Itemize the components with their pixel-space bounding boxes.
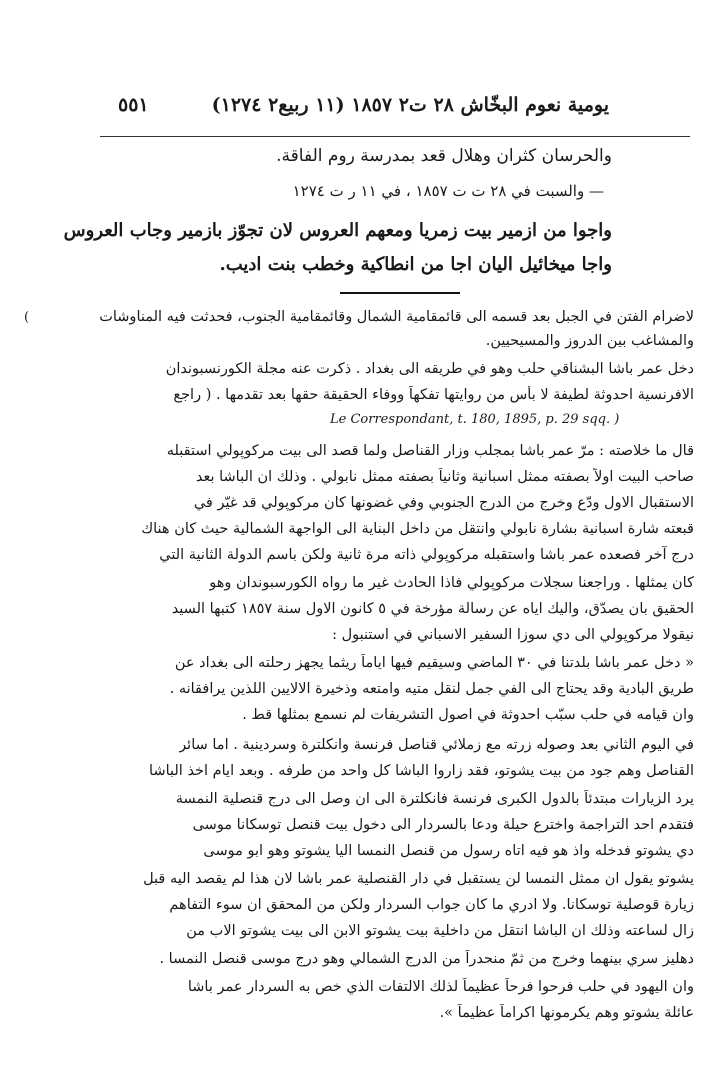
footnote-line: دي يشوتو فدخله واذ هو فيه اتاه رسول من قنصل النمسا اليا يشوتو وهو ابو موسى	[203, 843, 694, 859]
running-header-title: يومية نعوم البخّاش ٢٨ ت٢ ١٨٥٧ (١١ ربيع٢ ١٢٧٤)	[211, 94, 609, 116]
footnote-line: وان قيامه في حلب سبّب احدوثة في اصول التشريفات لم نسمع بمثلها قط .	[242, 707, 694, 723]
footnote-line: الاستقبال الاول ودّع وخرج من الدرج الجنوبي وفي غضونها كان مركوپولي قد غيّر في	[193, 495, 694, 511]
footnote-line: لاضرام الفتن في الجبل بعد قسمه الى قائمقامية الشمال وقائمقامية الجنوب، فحدثت فيه المناوشات	[99, 309, 694, 325]
footnote-line: زيارة قوصلية توسكانا. ولا ادري ما كان جواب السردار ولكن من المحقق ان سوء التفاهم	[169, 897, 694, 913]
footnote-line: الافرنسية احدوثة لطيفة لا بأس من روايتها تفكهاً ووفاء الحقيقة حقها بعد تقدمها . ( راجع	[173, 387, 694, 403]
footnote-line: فتقدم احد التراجمة واخترع حيلة ودعا بالسردار الى دخول بيت قنصل توسكانا موسى	[192, 817, 694, 833]
footnote-citation: Le Correspondant, t. 180, 1895, p. 29 sqq. )	[330, 412, 620, 427]
footnote-line: والمشاغب بين الدروز والمسيحيين.	[485, 333, 694, 349]
journal-line-4: واجا ميخائيل اليان اجا من انطاكية وخطب بنت اديب.	[219, 254, 612, 275]
footnote-line: قبعته شارة اسبانية بشارة نابولي وانتقل من داخل البناية الى الواجهة الشمالية حيث كان هناك	[141, 521, 694, 537]
footnote-line: درج آخر فصعده عمر باشا واستقبله مركوپولي ذاته مرة ثانية ولكن باسم الدولة الثانية التي	[159, 547, 694, 563]
journal-line-1: والحرسان كثران وهلال قعد بمدرسة روم الفاقة.	[276, 146, 612, 166]
footnote-line: « دخل عمر باشا بلدتنا في ٣٠ الماضي وسيقيم فيها اياماً ريثما يجهز رحلته الى بغداد عن	[174, 655, 694, 671]
footnote-line: يشوتو يقول ان ممثل النمسا لن يستقبل في دار القنصلية عمر باشا لان هذا لم يقصد اليه قبل	[143, 871, 694, 887]
footnote-line: قال ما خلاصته : مرّ عمر باشا بمجلب وزار القناصل ولما قصد الى بيت مركوپولي استقبله	[166, 443, 694, 459]
footnote-line: كان يمثلها . وراجعنا سجلات مركوپولي فاذا الحادث غير ما رواه الكورسبوندان وهو	[209, 575, 694, 591]
footnote-line: القناصل وهم جود من بيت يشوتو، فقد زاروا الباشا كل واحد من طرفه . وبعد ايام اخذ الباشا	[149, 763, 694, 779]
header-rule	[100, 136, 690, 137]
margin-mark: (	[24, 310, 30, 325]
footnote-line: عائلة يشوتو وهم يكرمونها اكراماً عظيماً ».	[439, 1005, 694, 1021]
page-number: ٥٥١	[118, 94, 149, 116]
footnote-line: وان اليهود في حلب فرحوا فرحاً عظيماً لذلك الالتفات الذي خص به السردار عمر باشا	[187, 979, 694, 995]
footnote-line: في اليوم الثاني بعد وصوله زرته مع زملائي قناصل فرنسة وانكلترة وسردينية . اما سائر	[179, 737, 694, 753]
footnote-line: دخل عمر باشا البشناقي حلب وهو في طريقه الى بغداد . ذكرت عنه مجلة الكورنسبوندان	[165, 361, 694, 377]
footnote-line: طريق البادية وقد يحتاج الى الفي جمل لنقل متيه وامتعه وذخيرة الالايين اللذين يرافقانه .	[169, 681, 694, 697]
footnote-line: الحقيق بان يصدّق، واليك اياه عن رسالة مؤرخة في ٥ كانون الاول سنة ١٨٥٧ كتبها السيد	[171, 601, 694, 617]
journal-line-2: — والسبت في ٢٨ ت ت ١٨٥٧ ، في ١١ ر ت ١٢٧٤	[292, 182, 604, 200]
footnote-line: زال لساعته وذلك ان الباشا انتقل من داخلية بيت يشوتو الابن الى بيت يشوتو الاب من	[186, 923, 694, 939]
footnote-separator	[340, 292, 460, 294]
footnote-line: دهليز سري بينهما وخرج من ثمّ منحدراً من الدرج الشمالي وهو درج موسى قنصل النمسا .	[159, 951, 694, 967]
footnote-line: نيقولا مركوپولي الى دي سوزا السفير الاسباني في استنبول :	[332, 627, 694, 643]
journal-line-3: واجوا من ازمير بيت زمريا ومعهم العروس لان تجوّز بازمير وجاب العروس	[63, 220, 612, 241]
footnote-line: صاحب البيت اولاً بصفته ممثل اسبانية وثانياً بصفته ممثل نابولي . وذلك ان الباشا بعد	[195, 469, 694, 485]
footnote-line: يرد الزيارات مبتدئاً بالدول الكبرى فرنسة فانكلترة الى ان وصل الى درج قنصلية النمسة	[175, 791, 694, 807]
